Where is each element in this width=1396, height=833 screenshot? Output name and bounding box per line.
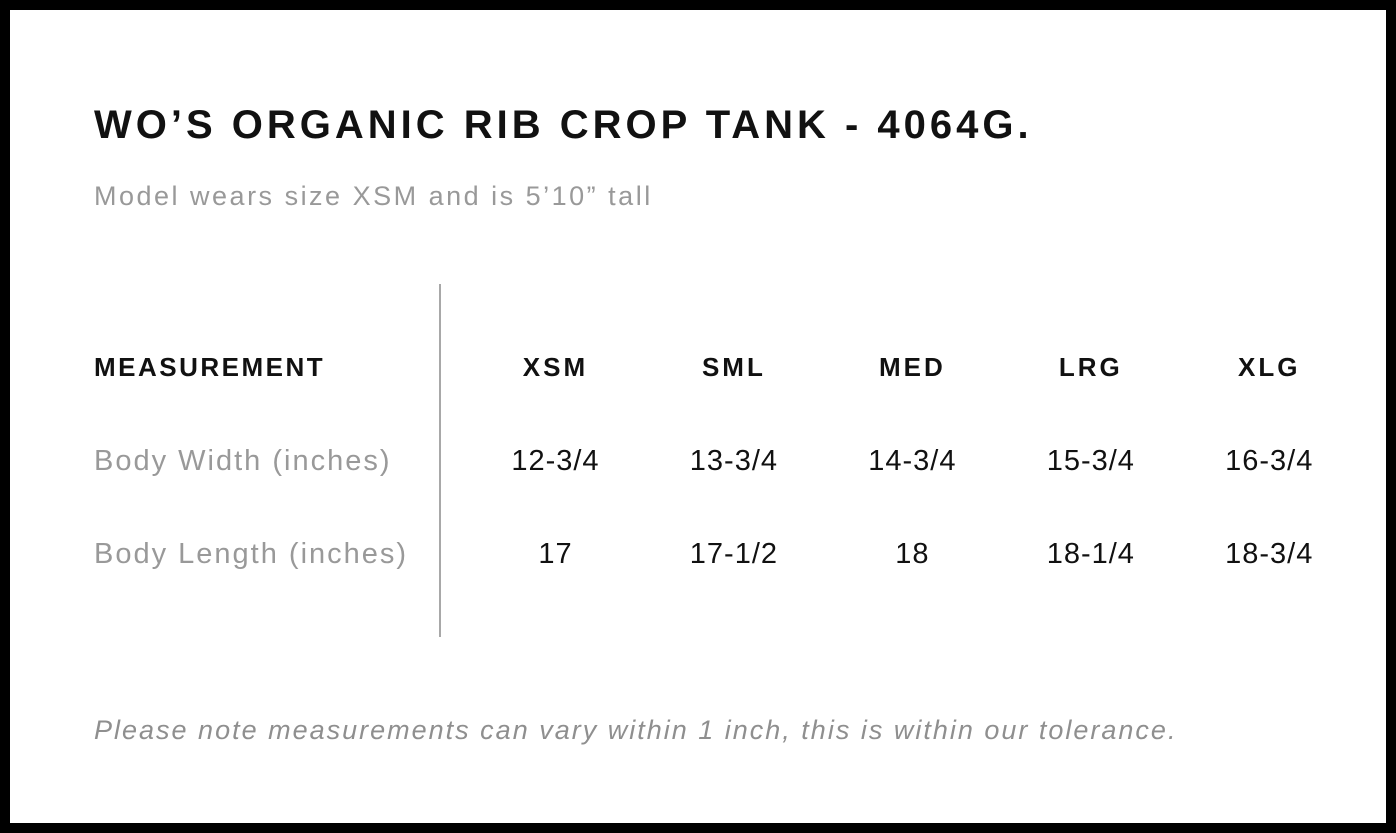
table-header-row: [94, 353, 1356, 383]
body-length-xsm: 17: [538, 538, 573, 570]
body-width-med: 14-3/4: [868, 445, 957, 477]
table-row-body-width: [94, 445, 1356, 478]
size-header-xsm: XSM: [522, 352, 589, 382]
table-row-body-length: [94, 538, 1356, 571]
row-label-body-width: Body Width (inches): [94, 445, 392, 477]
body-length-med: 18: [895, 538, 930, 570]
size-header-lrg: LRG: [1058, 352, 1123, 382]
body-width-xsm: 12-3/4: [511, 445, 600, 477]
tolerance-note: Please note measurements can vary within 1 inch, this is within our tolerance.: [94, 715, 1178, 745]
measurement-column-header: MEASUREMENT: [94, 352, 326, 382]
size-header-sml: SML: [701, 352, 766, 382]
page-title: WO’S ORGANIC RIB CROP TANK - 4064G.: [94, 103, 1033, 147]
body-length-xlg: 18-3/4: [1225, 538, 1314, 570]
row-label-body-length: Body Length (inches): [94, 538, 409, 570]
size-header-xlg: XLG: [1238, 352, 1301, 382]
body-length-lrg: 18-1/4: [1046, 538, 1135, 570]
body-length-sml: 17-1/2: [689, 538, 779, 570]
body-width-sml: 13-3/4: [689, 445, 779, 477]
body-width-lrg: 15-3/4: [1046, 445, 1135, 477]
size-header-med: MED: [878, 352, 946, 382]
body-width-xlg: 16-3/4: [1225, 445, 1314, 477]
model-size-note: Model wears size XSM and is 5’10” tall: [94, 181, 653, 211]
